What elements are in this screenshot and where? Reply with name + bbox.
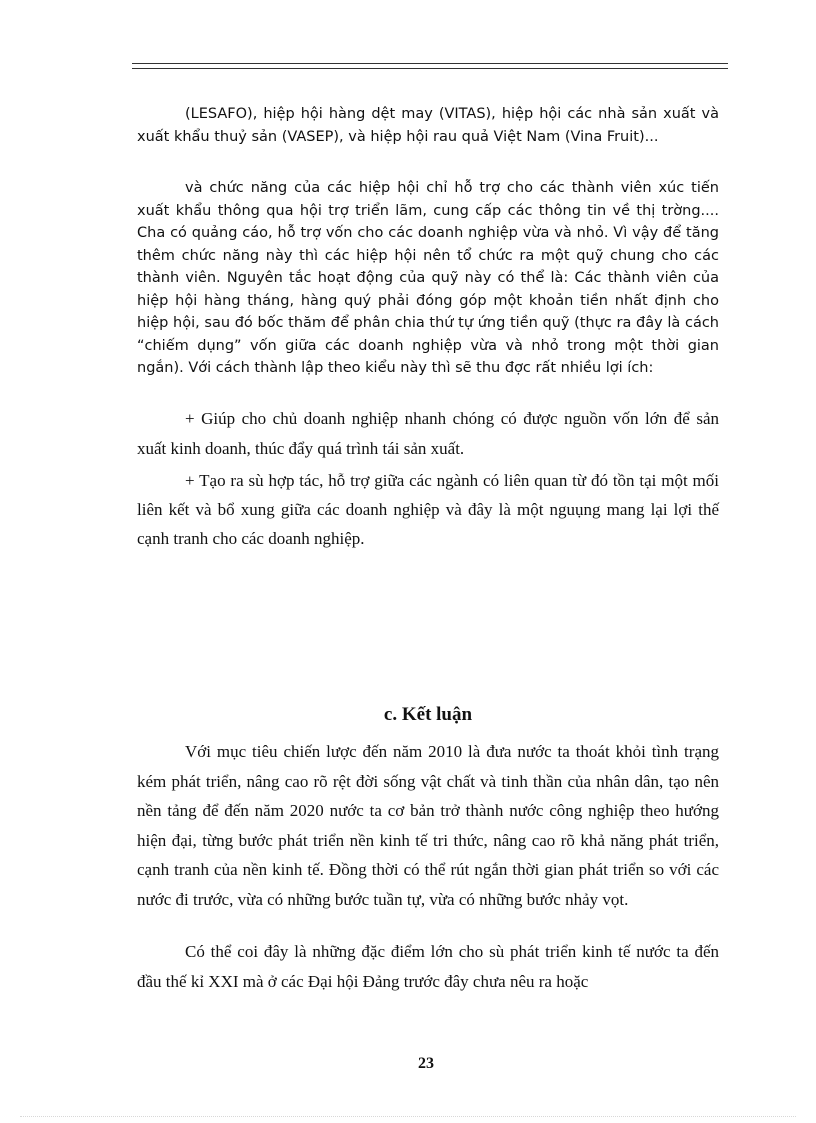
benefit-text: + Tạo ra sù hợp tác, hỗ trợ giữa các ngành có liên quan từ đó tồn tại một mối liên kết và bổ xung giữa các doanh nghiệp và đây là một nguụng mang lại lợi thế cạnh tranh cho các doanh nghiệp. [137, 471, 719, 548]
paragraph-text: và chức năng của các hiệp hội chỉ hỗ trợ cho các thành viên xúc tiến xuất khẩu thông qua hội trợ triển lãm, cung cấp các thông tin về thị trờng.... Cha có quảng cáo, hỗ trợ vốn cho các doanh nghiệp vừa và nhỏ. Vì vậy để tăng thêm chức năng này thì các hiệp hội nên tổ chức ra một quỹ chung cho các thành viên. Nguyên tắc hoạt động của quỹ này có thể là: Các thành viên của hiệp hội hàng tháng, hàng quý phải đóng góp một khoản tiền nhất định cho hiệp hội, sau đó bốc thăm để phân chia thứ tự ứng tiền quỹ (thực ra đây là cách “chiếm dụng” vốn giữa các doanh nghiệp vừa và nhỏ trong một thời gian ngắn). Với cách thành lập theo kiểu này thì sẽ thu đợc rất nhiều lợi ích: [137, 180, 719, 376]
conclusion-paragraph-1 [137, 737, 719, 914]
benefit-item-1 [137, 404, 719, 464]
conclusion-paragraph-2 [137, 937, 719, 996]
benefit-item-2 [137, 466, 719, 553]
header-rule-top [132, 63, 728, 64]
paragraph-lesafo [137, 103, 719, 148]
header-rule-bottom [132, 68, 728, 69]
paragraph-text: (LESAFO), hiệp hội hàng dệt may (VITAS), hiệp hội các nhà sản xuất và xuất khẩu thuỷ sản (VASEP), và hiệp hội rau quả Việt Nam (Vina Fruit)... [137, 106, 719, 145]
conclusion-text: Với mục tiêu chiến lược đến năm 2010 là đưa nước ta thoát khỏi tình trạng kém phát triển, nâng cao rõ rệt đời sống vật chất và tinh thần của nhân dân, tạo nên nền tảng để đến năm 2020 nước ta cơ bản trở thành nước công nghiệp theo hướng hiện đại, từng bước phát triển nền kinh tế tri thức, nâng cao rõ khả năng phát triển, cạnh tranh của nền kinh tế. Đồng thời có thể rút ngắn thời gian phát triển so với các nước đi trước, vừa có những bước tuần tự, vừa có những bước nhảy vọt. [137, 742, 719, 909]
page-number: 23 [418, 1055, 434, 1072]
conclusion-text: Có thể coi đây là những đặc điểm lớn cho sù phát triển kinh tế nước ta đến đầu thế kỉ XXI mà ở các Đại hội Đảng trước đây chưa nêu ra hoặc [137, 942, 719, 991]
section-heading: c. Kết luận [383, 704, 473, 725]
paragraph-associations [137, 177, 719, 380]
page-bottom-dotted-line [20, 1116, 796, 1117]
benefit-text: + Giúp cho chủ doanh nghiệp nhanh chóng có được nguồn vốn lớn để sản xuất kinh doanh, thúc đẩy quá trình tái sản xuất. [137, 409, 719, 458]
